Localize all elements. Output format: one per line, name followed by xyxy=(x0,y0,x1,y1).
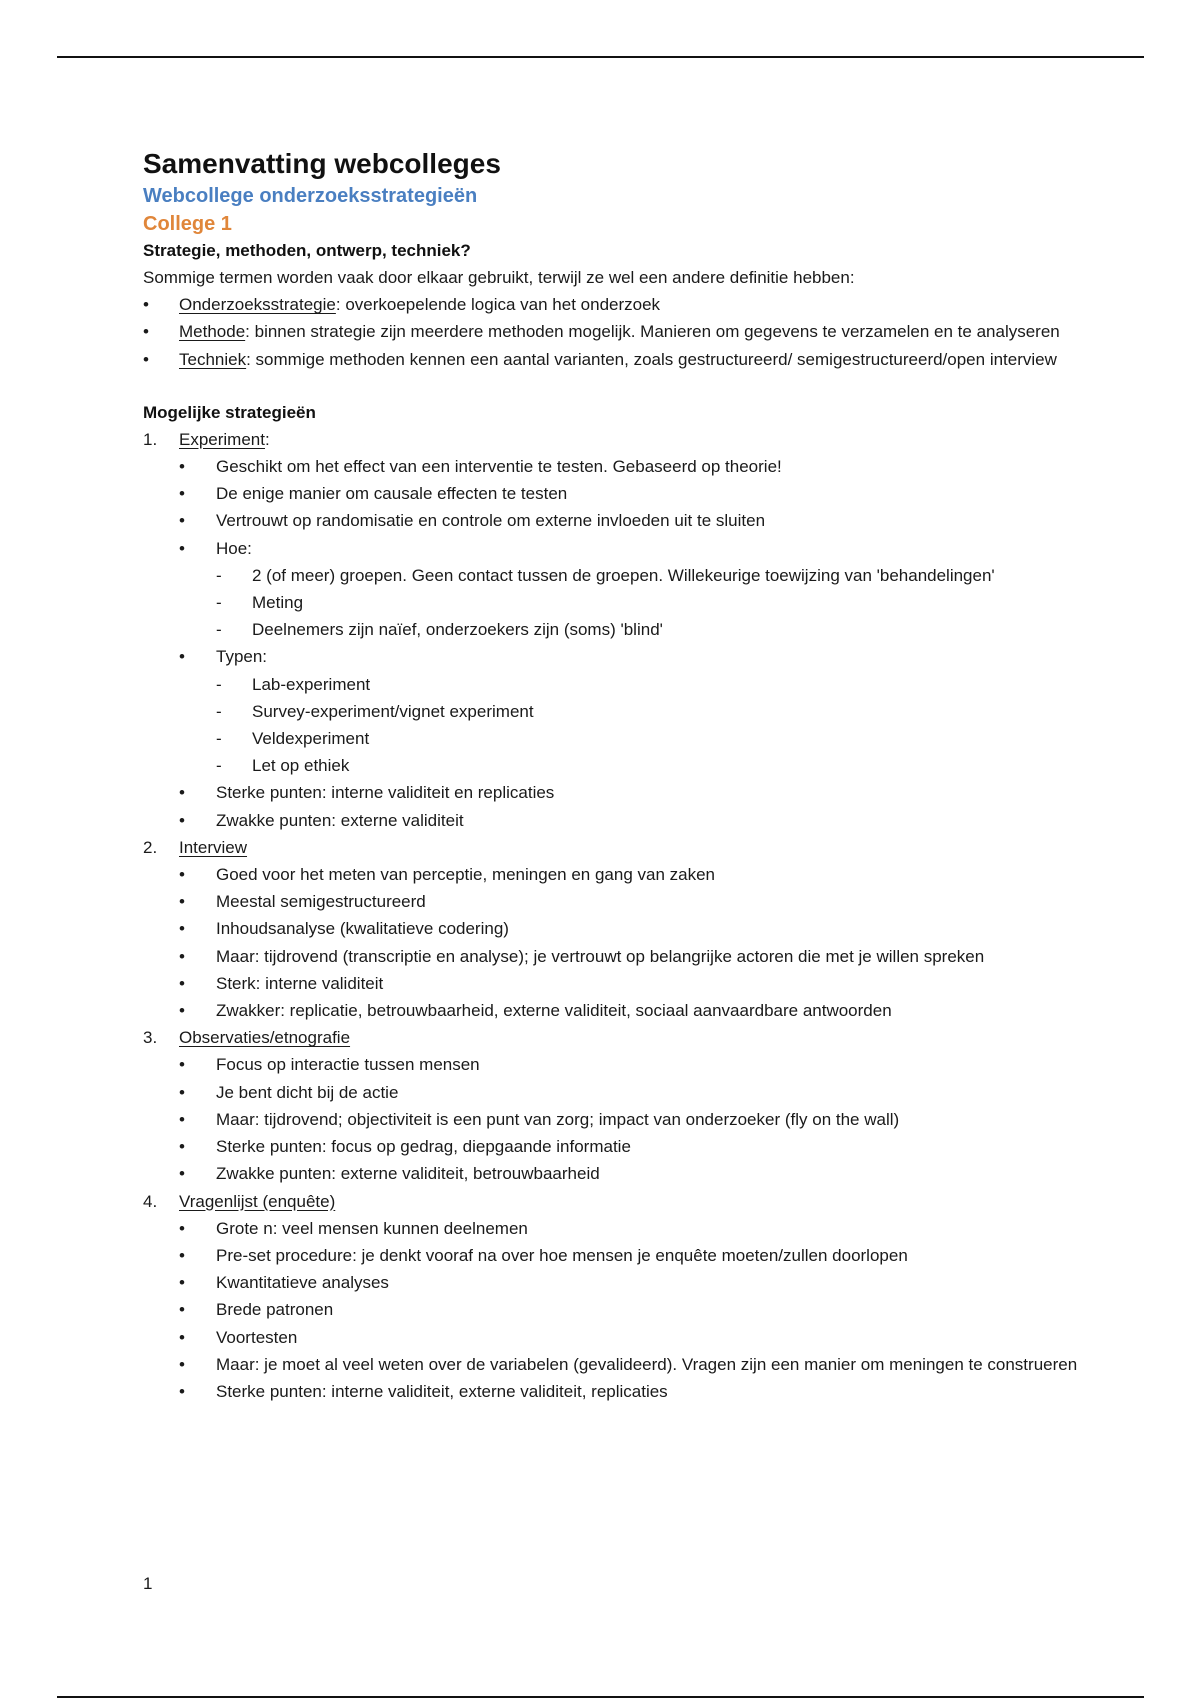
document-title: Samenvatting webcolleges xyxy=(143,148,501,179)
list-item-text: Meestal semigestructureerd xyxy=(216,892,426,912)
term-onderzoeksstrategie: Onderzoeksstrategie xyxy=(179,295,336,315)
list-item-text: Maar: tijdrovend (transcriptie en analyse); je vertrouwt op belangrijke actoren die met je willen spreken xyxy=(216,946,985,966)
section-heading-strategieen: Mogelijke strategieën xyxy=(143,402,316,422)
list-item xyxy=(143,997,1143,1024)
college-heading: College 1 xyxy=(143,213,232,235)
list-number: 4. xyxy=(143,1191,158,1211)
strategy-title-suffix: : xyxy=(264,429,270,449)
list-item-text: Zwakke punten: externe validiteit xyxy=(216,810,464,830)
dash-icon: - xyxy=(216,593,222,613)
list-item-text: Sterk: interne validiteit xyxy=(216,973,384,993)
dash-icon: - xyxy=(216,565,222,585)
list-item xyxy=(143,1133,1143,1160)
definition-text: : sommige methoden kennen een aantal varianten, zoals gestructureerd/ semigestructureerd/open interview xyxy=(246,349,1057,369)
bullet-icon: • xyxy=(179,1273,185,1293)
list-item xyxy=(143,915,1143,942)
bullet-icon: • xyxy=(179,1082,185,1102)
list-item-text: Voortesten xyxy=(216,1327,298,1347)
list-item-text: Pre-set procedure: je denkt vooraf na over hoe mensen je enquête moeten/zullen doorlopen xyxy=(216,1245,908,1265)
bullet-icon: • xyxy=(143,295,149,315)
dash-icon: - xyxy=(216,756,222,776)
list-item-text: Lab-experiment xyxy=(252,674,371,694)
term-techniek: Techniek xyxy=(179,349,247,369)
list-number: 2. xyxy=(143,837,158,857)
intro-paragraph: Sommige termen worden vaak door elkaar gebruikt, terwijl ze wel een andere definitie hebben: xyxy=(143,268,855,287)
document-subtitle: Webcollege onderzoeksstrategieën xyxy=(143,185,478,207)
list-item-text: Sterke punten: focus op gedrag, diepgaande informatie xyxy=(216,1137,631,1157)
list-item xyxy=(143,1160,1143,1187)
sub-list-item xyxy=(143,616,1143,643)
list-item xyxy=(143,861,1143,888)
bullet-icon: • xyxy=(179,1137,185,1157)
list-number: 1. xyxy=(143,429,158,449)
bullet-icon: • xyxy=(179,973,185,993)
list-item-text: Geschikt om het effect van een interventie te testen. Gebaseerd op theorie! xyxy=(216,457,782,477)
definition-text: : binnen strategie zijn meerdere methoden mogelijk. Manieren om gegevens te verzamelen en te analyseren xyxy=(245,322,1060,342)
list-item xyxy=(143,643,1143,670)
list-item-text: Sterke punten: interne validiteit, externe validiteit, replicaties xyxy=(216,1381,668,1401)
bullet-icon: • xyxy=(143,322,149,342)
list-item-text: Grote n: veel mensen kunnen deelnemen xyxy=(216,1218,528,1238)
numbered-item-experiment xyxy=(143,426,1143,453)
list-item-text: Zwakke punten: externe validiteit, betrouwbaarheid xyxy=(216,1164,600,1184)
list-item xyxy=(143,453,1143,480)
list-item xyxy=(143,1269,1143,1296)
list-item-text: Meting xyxy=(252,593,304,613)
dash-icon: - xyxy=(216,620,222,640)
bullet-icon: • xyxy=(179,1381,185,1401)
list-item xyxy=(143,1215,1143,1242)
bullet-icon: • xyxy=(179,647,185,667)
strategy-title: Experiment xyxy=(179,429,265,449)
list-item-text: Vertrouwt op randomisatie en controle om externe invloeden uit te sluiten xyxy=(216,511,766,531)
bullet-icon: • xyxy=(179,457,185,477)
list-item-text: Je bent dicht bij de actie xyxy=(216,1082,399,1102)
list-item-text: Typen: xyxy=(216,647,268,667)
bullet-icon: • xyxy=(179,919,185,939)
sub-list-item xyxy=(143,752,1143,779)
bullet-icon: • xyxy=(179,1327,185,1347)
list-item xyxy=(143,1242,1143,1269)
list-item-text: Inhoudsanalyse (kwalitatieve codering) xyxy=(216,919,509,939)
list-item xyxy=(143,480,1143,507)
list-item xyxy=(143,888,1143,915)
list-item-text: Maar: tijdrovend; objectiviteit is een punt van zorg; impact van onderzoeker (fly on the wall) xyxy=(216,1109,900,1129)
bullet-icon: • xyxy=(179,1109,185,1129)
list-item-text: 2 (of meer) groepen. Geen contact tussen de groepen. Willekeurige toewijzing van 'behandelingen' xyxy=(252,565,995,585)
list-item-text: Maar: je moet al veel weten over de variabelen (gevalideerd). Vragen zijn een manier om meningen te construeren xyxy=(216,1354,1078,1374)
list-item xyxy=(143,535,1143,562)
page-number: 1 xyxy=(143,1574,153,1593)
bullet-icon: • xyxy=(179,810,185,830)
list-item xyxy=(143,346,1143,373)
bullet-icon: • xyxy=(143,349,149,369)
bullet-icon: • xyxy=(179,1055,185,1075)
list-item xyxy=(143,943,1143,970)
dash-icon: - xyxy=(216,674,222,694)
list-item-text: Kwantitatieve analyses xyxy=(216,1273,389,1293)
bullet-icon: • xyxy=(179,1300,185,1320)
list-item xyxy=(143,291,1143,318)
list-item xyxy=(143,1079,1143,1106)
list-item-text: Focus op interactie tussen mensen xyxy=(216,1055,480,1075)
dash-icon: - xyxy=(216,729,222,749)
list-number: 3. xyxy=(143,1028,158,1048)
list-item xyxy=(143,1351,1143,1378)
footer-rule xyxy=(57,1696,1144,1698)
bullet-icon: • xyxy=(179,1245,185,1265)
bullet-icon: • xyxy=(179,538,185,558)
sub-list-item xyxy=(143,562,1143,589)
bullet-icon: • xyxy=(179,865,185,885)
list-item xyxy=(143,507,1143,534)
dash-icon: - xyxy=(216,701,222,721)
list-item-text: Sterke punten: interne validiteit en replicaties xyxy=(216,783,555,803)
list-item-text: Deelnemers zijn naïef, onderzoekers zijn (soms) 'blind' xyxy=(252,620,663,640)
spacer xyxy=(143,373,1143,400)
document-body xyxy=(143,145,1143,1405)
bullet-icon: • xyxy=(179,1001,185,1021)
sub-list-item xyxy=(143,671,1143,698)
bullet-icon: • xyxy=(179,1354,185,1374)
list-item xyxy=(143,1296,1143,1323)
section-heading-strategie: Strategie, methoden, ontwerp, techniek? xyxy=(143,241,471,260)
numbered-item-observaties xyxy=(143,1024,1143,1051)
sub-list-item xyxy=(143,589,1143,616)
term-methode: Methode xyxy=(179,322,246,342)
list-item xyxy=(143,970,1143,997)
bullet-icon: • xyxy=(179,511,185,531)
numbered-item-vragenlijst xyxy=(143,1188,1143,1215)
list-item-text: Brede patronen xyxy=(216,1300,334,1320)
list-item xyxy=(143,807,1143,834)
header-rule xyxy=(57,56,1144,58)
list-item xyxy=(143,318,1143,345)
sub-list-item xyxy=(143,725,1143,752)
list-item xyxy=(143,1051,1143,1078)
list-item-text: Let op ethiek xyxy=(252,756,350,776)
strategy-title: Vragenlijst (enquête) xyxy=(179,1191,336,1211)
strategy-title: Observaties/etnografie xyxy=(179,1028,351,1048)
bullet-icon: • xyxy=(179,1164,185,1184)
list-item xyxy=(143,779,1143,806)
list-item-text: Veldexperiment xyxy=(252,729,370,749)
list-item-text: Goed voor het meten van perceptie, meningen en gang van zaken xyxy=(216,865,716,885)
bullet-icon: • xyxy=(179,1218,185,1238)
bullet-icon: • xyxy=(179,892,185,912)
numbered-item-interview xyxy=(143,834,1143,861)
list-item-text: De enige manier om causale effecten te testen xyxy=(216,484,568,504)
bullet-icon: • xyxy=(179,783,185,803)
sub-list-item xyxy=(143,698,1143,725)
bullet-icon: • xyxy=(179,484,185,504)
definition-text: : overkoepelende logica van het onderzoek xyxy=(335,295,661,315)
list-item xyxy=(143,1106,1143,1133)
list-item-text: Survey-experiment/vignet experiment xyxy=(252,701,534,721)
strategy-title: Interview xyxy=(179,837,248,857)
list-item-text: Zwakker: replicatie, betrouwbaarheid, externe validiteit, sociaal aanvaardbare antwoorden xyxy=(216,1001,892,1021)
list-item xyxy=(143,1324,1143,1351)
list-item xyxy=(143,1378,1143,1405)
bullet-icon: • xyxy=(179,946,185,966)
list-item-text: Hoe: xyxy=(216,538,252,558)
